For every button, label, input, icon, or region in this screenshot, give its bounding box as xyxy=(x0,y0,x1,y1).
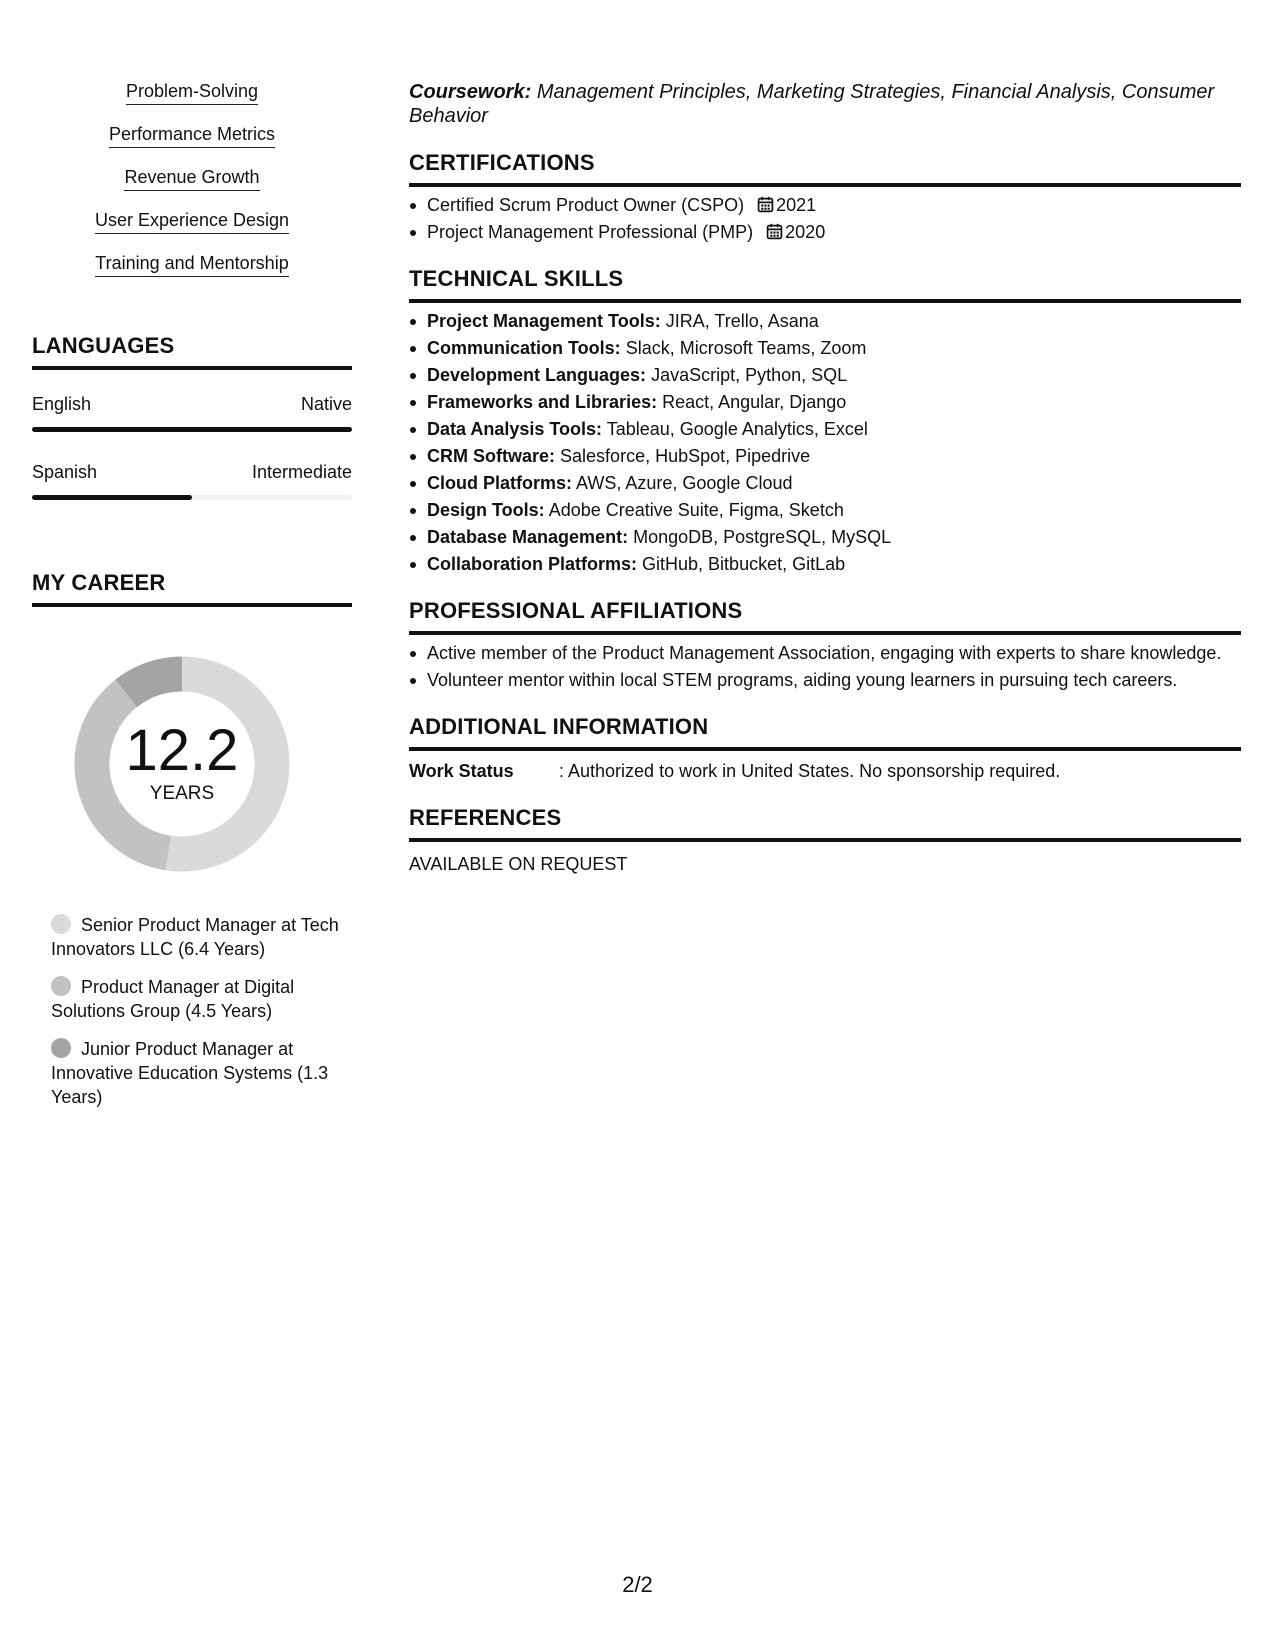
skill-item: Revenue Growth xyxy=(124,166,259,191)
technical-skill-value: AWS, Azure, Google Cloud xyxy=(576,473,793,493)
certification-year: 2020 xyxy=(785,222,826,242)
technical-skills-heading: TECHNICAL SKILLS xyxy=(409,266,1241,303)
certifications-heading: CERTIFICATIONS xyxy=(409,150,1241,187)
legend-dot-icon xyxy=(51,1038,71,1058)
affiliations-heading: PROFESSIONAL AFFILIATIONS xyxy=(409,598,1241,635)
career-item xyxy=(51,913,351,961)
main-content xyxy=(409,80,1241,875)
certification-year: 2021 xyxy=(776,195,817,215)
technical-skill-label: Design Tools: xyxy=(427,500,545,520)
technical-skill-item xyxy=(427,552,1241,576)
legend-dot-icon xyxy=(51,914,71,934)
language-bar xyxy=(32,495,352,500)
technical-skill-item xyxy=(427,417,1241,441)
technical-skill-value: Tableau, Google Analytics, Excel xyxy=(606,419,868,439)
career-item xyxy=(51,975,351,1023)
language-level: Intermediate xyxy=(251,462,352,482)
technical-skill-item xyxy=(427,444,1241,468)
language-entry xyxy=(32,462,352,500)
skill-item: Training and Mentorship xyxy=(95,252,288,277)
career-item-label: Junior Product Manager at Innovative Education Systems (1.3 Years) xyxy=(51,1039,329,1107)
certifications-list xyxy=(409,193,1241,244)
calendar-icon xyxy=(766,223,783,240)
technical-skill-label: CRM Software: xyxy=(427,446,556,466)
page-number: 2/2 xyxy=(622,1572,653,1597)
technical-skill-label: Collaboration Platforms: xyxy=(427,554,638,574)
career-total-value: 12.2 xyxy=(125,718,239,783)
work-status-row xyxy=(409,759,1241,783)
coursework xyxy=(409,80,1241,128)
donut-slice-3 xyxy=(126,674,182,693)
technical-skill-item xyxy=(427,363,1241,387)
legend-dot-icon xyxy=(51,976,71,996)
affiliation-item: Volunteer mentor within local STEM programs, aiding young learners in pursuing tech careers. xyxy=(427,668,1241,692)
work-status-value: : Authorized to work in United States. No sponsorship required. xyxy=(559,761,1061,781)
language-entry xyxy=(32,394,352,432)
language-name: Spanish xyxy=(32,462,98,482)
technical-skill-label: Development Languages: xyxy=(427,365,647,385)
technical-skill-value: JIRA, Trello, Asana xyxy=(665,311,819,331)
skill-item: User Experience Design xyxy=(95,209,289,234)
technical-skill-item xyxy=(427,390,1241,414)
additional-info-heading: ADDITIONAL INFORMATION xyxy=(409,714,1241,751)
technical-skill-value: Slack, Microsoft Teams, Zoom xyxy=(625,338,867,358)
certification-item xyxy=(427,193,1241,217)
technical-skill-label: Communication Tools: xyxy=(427,338,621,358)
technical-skill-item xyxy=(427,336,1241,360)
certification-name: Certified Scrum Product Owner (CSPO) xyxy=(427,195,745,215)
technical-skill-value: GitHub, Bitbucket, GitLab xyxy=(642,554,846,574)
technical-skill-value: Adobe Creative Suite, Figma, Sketch xyxy=(548,500,844,520)
technical-skill-item xyxy=(427,498,1241,522)
technical-skill-label: Frameworks and Libraries: xyxy=(427,392,658,412)
references-text: AVAILABLE ON REQUEST xyxy=(409,854,628,874)
language-bar-fill xyxy=(32,427,352,432)
coursework-text: Management Principles, Marketing Strategies, Financial Analysis, Consumer Behavior xyxy=(409,81,1215,127)
language-bar xyxy=(32,427,352,432)
technical-skill-label: Database Management: xyxy=(427,527,629,547)
career-item xyxy=(51,1037,351,1109)
technical-skill-item xyxy=(427,525,1241,549)
certification-name: Project Management Professional (PMP) xyxy=(427,222,754,242)
career-item-label: Product Manager at Digital Solutions Group (4.5 Years) xyxy=(51,977,295,1021)
language-level: Native xyxy=(300,394,352,414)
work-status-label: Work Status xyxy=(409,761,514,781)
language-bar-fill xyxy=(32,495,192,500)
technical-skill-value: React, Angular, Django xyxy=(662,392,847,412)
skill-item: Problem-Solving xyxy=(126,80,258,105)
technical-skills-list xyxy=(409,309,1241,576)
career-donut xyxy=(67,649,297,879)
technical-skill-label: Cloud Platforms: xyxy=(427,473,573,493)
technical-skill-value: JavaScript, Python, SQL xyxy=(651,365,848,385)
coursework-label: Coursework: xyxy=(409,81,532,103)
technical-skill-label: Data Analysis Tools: xyxy=(427,419,603,439)
skill-list xyxy=(32,80,352,295)
certification-item xyxy=(427,220,1241,244)
technical-skill-value: MongoDB, PostgreSQL, MySQL xyxy=(633,527,892,547)
affiliation-item: Active member of the Product Management Association, engaging with experts to share knowledge. xyxy=(427,641,1241,665)
languages-heading: LANGUAGES xyxy=(32,333,352,370)
skill-item: Performance Metrics xyxy=(109,123,275,148)
references-heading: REFERENCES xyxy=(409,805,1241,842)
technical-skill-item xyxy=(427,471,1241,495)
career-list xyxy=(32,913,351,1109)
career-item-label: Senior Product Manager at Tech Innovators LLC (6.4 Years) xyxy=(51,915,339,959)
language-name: English xyxy=(32,394,92,414)
career-total-unit: YEARS xyxy=(149,783,215,804)
technical-skill-item xyxy=(427,309,1241,333)
calendar-icon xyxy=(757,196,774,213)
affiliations-list xyxy=(409,641,1241,692)
technical-skill-label: Project Management Tools: xyxy=(427,311,661,331)
career-heading: MY CAREER xyxy=(32,570,352,607)
sidebar xyxy=(32,80,352,1123)
technical-skill-value: Salesforce, HubSpot, Pipedrive xyxy=(560,446,811,466)
